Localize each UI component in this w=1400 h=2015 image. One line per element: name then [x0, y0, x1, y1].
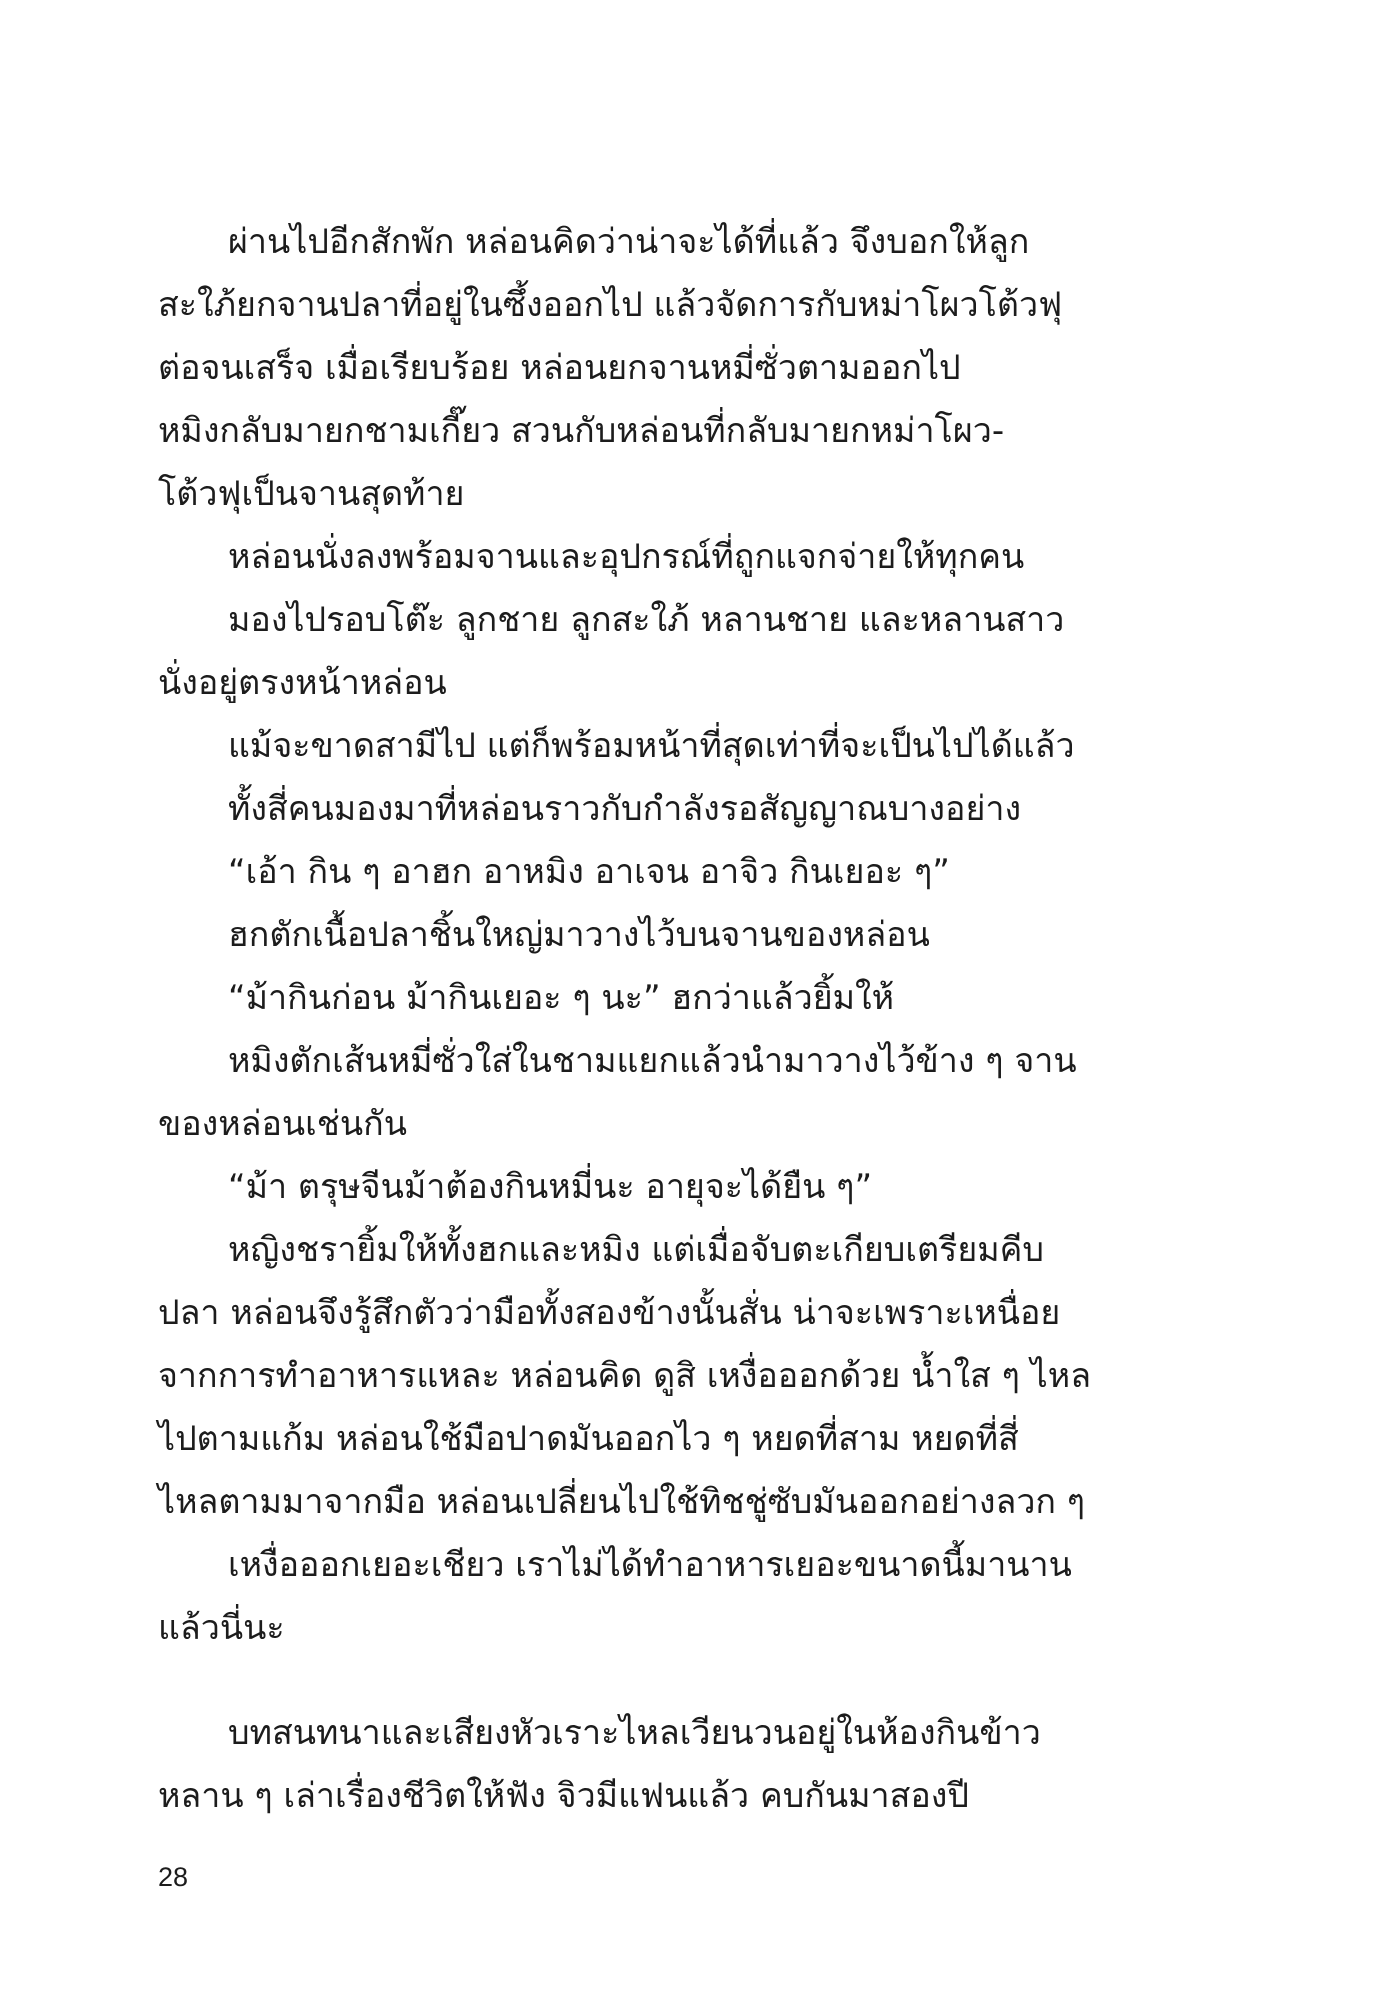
text-line: มองไปรอบโต๊ะ ลูกชาย ลูกสะใภ้ หลานชาย และหลานสาว	[228, 600, 1065, 640]
text-line: ของหล่อนเช่นกัน	[158, 1104, 407, 1144]
text-line: หลาน ๆ เล่าเรื่องชีวิตให้ฟัง จิวมีแฟนแล้ว คบกันมาสองปี	[158, 1776, 969, 1816]
text-line: โต้วฟุเป็นจานสุดท้าย	[158, 474, 465, 514]
text-line: เหงื่อออกเยอะเชียว เราไม่ได้ทำอาหารเยอะขนาดนี้มานาน	[228, 1545, 1072, 1585]
page-number: 28	[158, 1862, 189, 1892]
text-line: หมิงตักเส้นหมี่ซั่วใส่ในชามแยกแล้วนำมาวางไว้ข้าง ๆ จาน	[228, 1041, 1077, 1081]
text-line: ปลา หล่อนจึงรู้สึกตัวว่ามือทั้งสองข้างนั้นสั่น น่าจะเพราะเหนื่อย	[158, 1293, 1061, 1333]
text-line: แล้วนี่นะ	[158, 1608, 285, 1648]
text-line: หล่อนนั่งลงพร้อมจานและอุปกรณ์ที่ถูกแจกจ่ายให้ทุกคน	[228, 537, 1025, 577]
text-line: จากการทำอาหารแหละ หล่อนคิด ดูสิ เหงื่อออกด้วย น้ำใส ๆ ไหล	[158, 1356, 1092, 1396]
text-line: บทสนทนาและเสียงหัวเราะไหลเวียนวนอยู่ในห้องกินข้าว	[228, 1713, 1041, 1753]
text-line: หญิงชรายิ้มให้ทั้งฮกและหมิง แต่เมื่อจับตะเกียบเตรียมคีบ	[228, 1230, 1044, 1270]
text-line: ผ่านไปอีกสักพัก หล่อนคิดว่าน่าจะได้ที่แล้ว จึงบอกให้ลูก	[228, 222, 1030, 262]
text-line: “ม้า ตรุษจีนม้าต้องกินหมี่นะ อายุจะได้ยืน ๆ”	[228, 1167, 873, 1207]
text-line: ต่อจนเสร็จ เมื่อเรียบร้อย หล่อนยกจานหมี่ซั่วตามออกไป	[158, 348, 961, 388]
text-line: “เอ้า กิน ๆ อาฮก อาหมิง อาเจน อาจิว กินเยอะ ๆ”	[228, 852, 950, 892]
text-line: ไหลตามมาจากมือ หล่อนเปลี่ยนไปใช้ทิชชู่ซับมันออกอย่างลวก ๆ	[158, 1482, 1086, 1522]
text-line: นั่งอยู่ตรงหน้าหล่อน	[158, 663, 447, 703]
text-line: ฮกตักเนื้อปลาชิ้นใหญ่มาวางไว้บนจานของหล่อน	[228, 915, 930, 955]
text-line: หมิงกลับมายกชามเกี๊ยว สวนกับหล่อนที่กลับมายกหม่าโผว-	[158, 411, 1005, 451]
text-line: แม้จะขาดสามีไป แต่ก็พร้อมหน้าที่สุดเท่าที่จะเป็นไปได้แล้ว	[228, 726, 1075, 766]
text-line: ทั้งสี่คนมองมาที่หล่อนราวกับกำลังรอสัญญาณบางอย่าง	[228, 789, 1022, 829]
text-line: “ม้ากินก่อน ม้ากินเยอะ ๆ นะ” ฮกว่าแล้วยิ้มให้	[228, 978, 895, 1018]
text-line: ไปตามแก้ม หล่อนใช้มือปาดมันออกไว ๆ หยดที่สาม หยดที่สี่	[158, 1419, 1019, 1459]
text-line: สะใภ้ยกจานปลาที่อยู่ในซึ้งออกไป แล้วจัดการกับหม่าโผวโต้วฟุ	[158, 285, 1063, 325]
